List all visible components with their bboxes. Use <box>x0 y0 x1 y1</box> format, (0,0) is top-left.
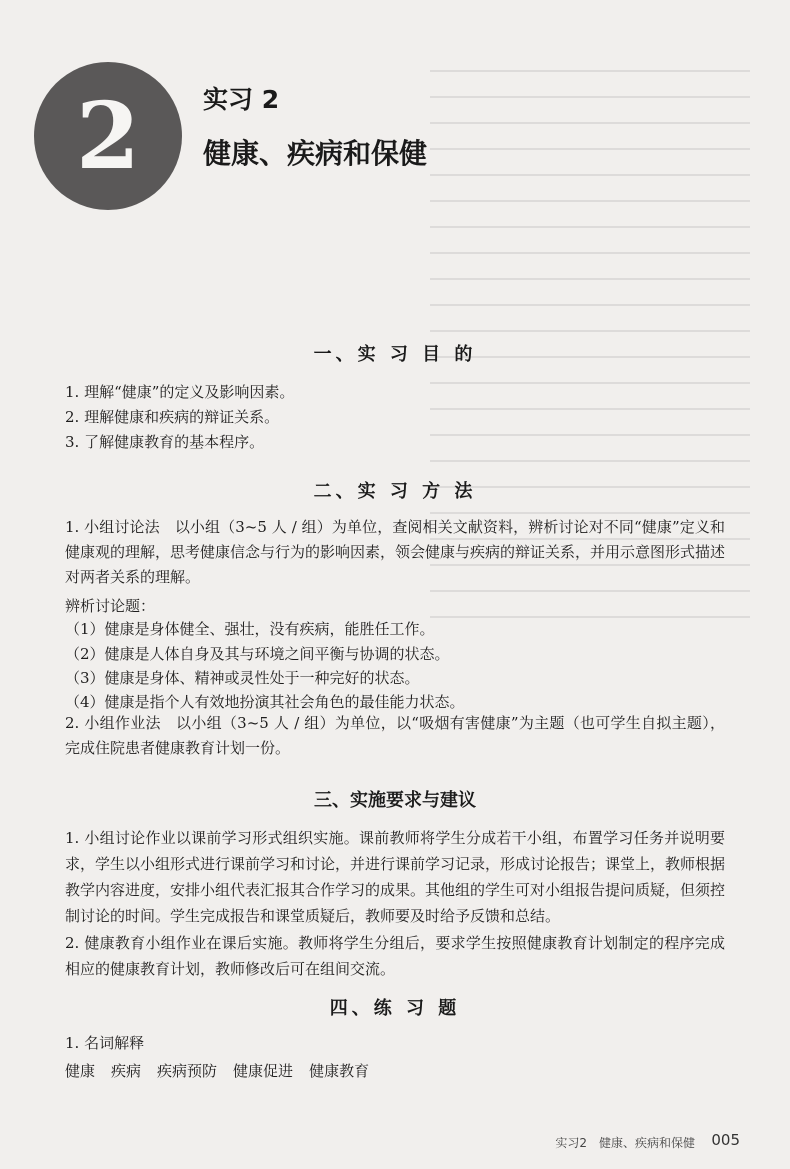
page-number: 005 <box>711 1131 740 1149</box>
objective-item: 2. 理解健康和疾病的辩证关系。 <box>65 408 280 426</box>
section-heading-exercises: 四、练 习 题 <box>329 998 461 1019</box>
discussion-item: （4）健康是指个人有效地扮演其社会角色的最佳能力状态。 <box>65 693 465 711</box>
method-paragraph-discussion: 1. 小组讨论法 以小组（3~5 人 / 组）为单位，查阅相关文献资料，辨析讨论对不同“健康”定义和健康观的理解，思考健康信念与行为的影响因素，领会健康与疾病的辩证关系，并用示意图形式描述对两者关系的理解。 <box>65 518 726 586</box>
term-item: 健康教育 <box>309 1062 370 1080</box>
term-item: 疾病预防 <box>157 1062 218 1080</box>
running-title: 实习2 健康、疾病和保健 <box>555 1136 695 1150</box>
discussion-item: （2）健康是人体自身及其与环境之间平衡与协调的状态。 <box>65 645 450 663</box>
bleed-through-decoration <box>430 70 750 770</box>
section-heading-requirements: 三、实施要求与建议 <box>314 790 476 811</box>
objective-item: 1. 理解“健康”的定义及影响因素。 <box>65 383 295 401</box>
exercise-question-label: 1. 名词解释 <box>65 1034 145 1052</box>
term-item: 健康促进 <box>233 1062 294 1080</box>
discussion-item: （3）健康是身体、精神或灵性处于一种完好的状态。 <box>65 669 420 687</box>
discussion-item: （1）健康是身体健全、强壮，没有疾病，能胜任工作。 <box>65 620 435 638</box>
method-paragraph-assignment: 2. 小组作业法 以小组（3~5 人 / 组）为单位，以“吸烟有害健康”为主题（也可学生自拟主题），完成住院患者健康教育计划一份。 <box>65 714 725 757</box>
page-footer <box>0 1131 790 1155</box>
section-heading-objectives: 一、实 习 目 的 <box>313 344 477 365</box>
section-heading-methods: 二、实 习 方 法 <box>313 481 477 502</box>
discussion-label: 辨析讨论题： <box>65 597 156 615</box>
requirements-paragraph-1: 1. 小组讨论作业以课前学习形式组织实施。课前教师将学生分成若干小组，布置学习任务并说明要求，学生以小组形式进行课前学习和讨论，并进行课前学习记录，形成讨论报告；课堂上，教师根据教学内容进度，安排小组代表汇报其合作学习的成果。其他组的学生可对小组报告提问质疑，但须控制讨论的时间。学生完成报告和课堂质疑后，教师要及时给予反馈和总结。 <box>65 829 726 925</box>
term-list <box>65 1060 369 1082</box>
term-item: 健康 <box>65 1062 96 1080</box>
objective-item: 3. 了解健康教育的基本程序。 <box>65 433 265 451</box>
chapter-title: 健康、疾病和保健 <box>203 137 428 170</box>
requirements-paragraph-2: 2. 健康教育小组作业在课后实施。教师将学生分组后，要求学生按照健康教育计划制定的程序完成相应的健康教育计划，教师修改后可在组间交流。 <box>65 934 725 978</box>
term-item: 疾病 <box>111 1062 142 1080</box>
chapter-number-badge: 2 <box>34 62 182 210</box>
chapter-label: 实习 2 <box>203 85 280 114</box>
